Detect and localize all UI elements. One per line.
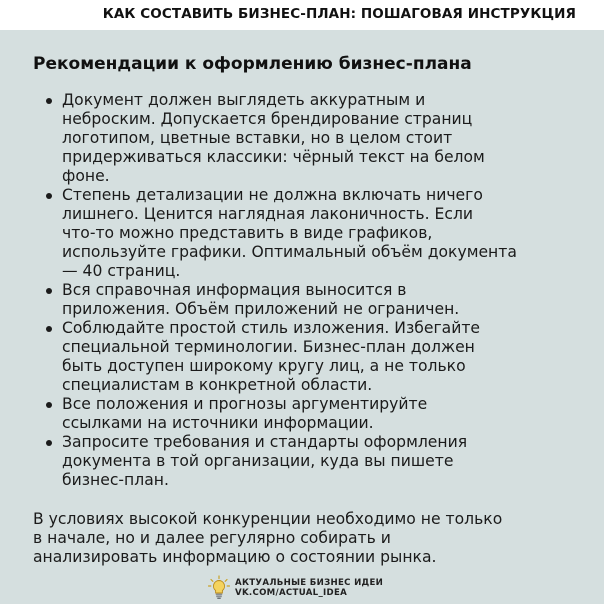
list-item-line: Вся справочная информация выносится в <box>62 281 407 299</box>
list-item <box>62 186 582 281</box>
list-item <box>62 281 582 319</box>
list-item-line: Степень детализации не должна включать ничего <box>62 186 483 204</box>
footer-branding[interactable] <box>208 574 383 602</box>
list-item <box>62 319 582 395</box>
header-bar <box>0 0 604 30</box>
list-item-line: Запросите требования и стандарты оформления <box>62 433 468 451</box>
closing-line: В условиях высокой конкуренции необходимо не только <box>33 510 503 528</box>
list-item-line: специалистам в конкретной области. <box>62 376 373 394</box>
list-item-line: документа в той организации, куда вы пишете <box>62 452 454 470</box>
list-item-line: придерживаться классики: чёрный текст на белом <box>62 148 485 166</box>
footer-link[interactable]: VK.COM/ACTUAL_IDEA <box>235 588 348 598</box>
footer-text <box>235 578 383 599</box>
list-item-line: неброским. Допускается брендирование страниц <box>62 110 473 128</box>
recommendations-list <box>62 91 582 490</box>
page-header-title: КАК СОСТАВИТЬ БИЗНЕС-ПЛАН: ПОШАГОВАЯ ИНСТРУКЦИЯ <box>102 6 576 22</box>
list-item-line: ссылками на источники информации. <box>62 414 374 432</box>
list-item-line: лишнего. Ценится наглядная лаконичность. Если <box>62 205 474 223</box>
list-item-line: приложения. Объём приложений не ограничен. <box>62 300 460 318</box>
list-item <box>62 433 582 490</box>
list-item-line: логотипом, цветные вставки, но в целом стоит <box>62 129 453 147</box>
list-item <box>62 91 582 186</box>
list-item-line: используйте графики. Оптимальный объём документа <box>62 243 517 261</box>
list-item-line: фоне. <box>62 167 110 185</box>
list-item-line: Документ должен выглядеть аккуратным и <box>62 91 426 109</box>
list-item-line: — 40 страниц. <box>62 262 181 280</box>
section-title: Рекомендации к оформлению бизнес-плана <box>33 54 472 74</box>
footer-brand: АКТУАЛЬНЫЕ БИЗНЕС ИДЕИ <box>235 577 384 588</box>
list-item-line: Все положения и прогнозы аргументируйте <box>62 395 428 413</box>
list-item-line: специальной терминологии. Бизнес-план должен <box>62 338 475 356</box>
closing-paragraph <box>33 510 581 567</box>
closing-line: анализировать информацию о состоянии рынка. <box>33 548 437 566</box>
list-item-line: Соблюдайте простой стиль изложения. Избегайте <box>62 319 481 337</box>
lightbulb-icon <box>208 575 230 601</box>
closing-line: в начале, но и далее регулярно собирать и <box>33 529 391 547</box>
list-item <box>62 395 582 433</box>
list-item-line: быть доступен широкому кругу лиц, а не только <box>62 357 466 375</box>
list-item-line: что-то можно представить в виде графиков, <box>62 224 433 242</box>
list-item-line: бизнес-план. <box>62 471 169 489</box>
